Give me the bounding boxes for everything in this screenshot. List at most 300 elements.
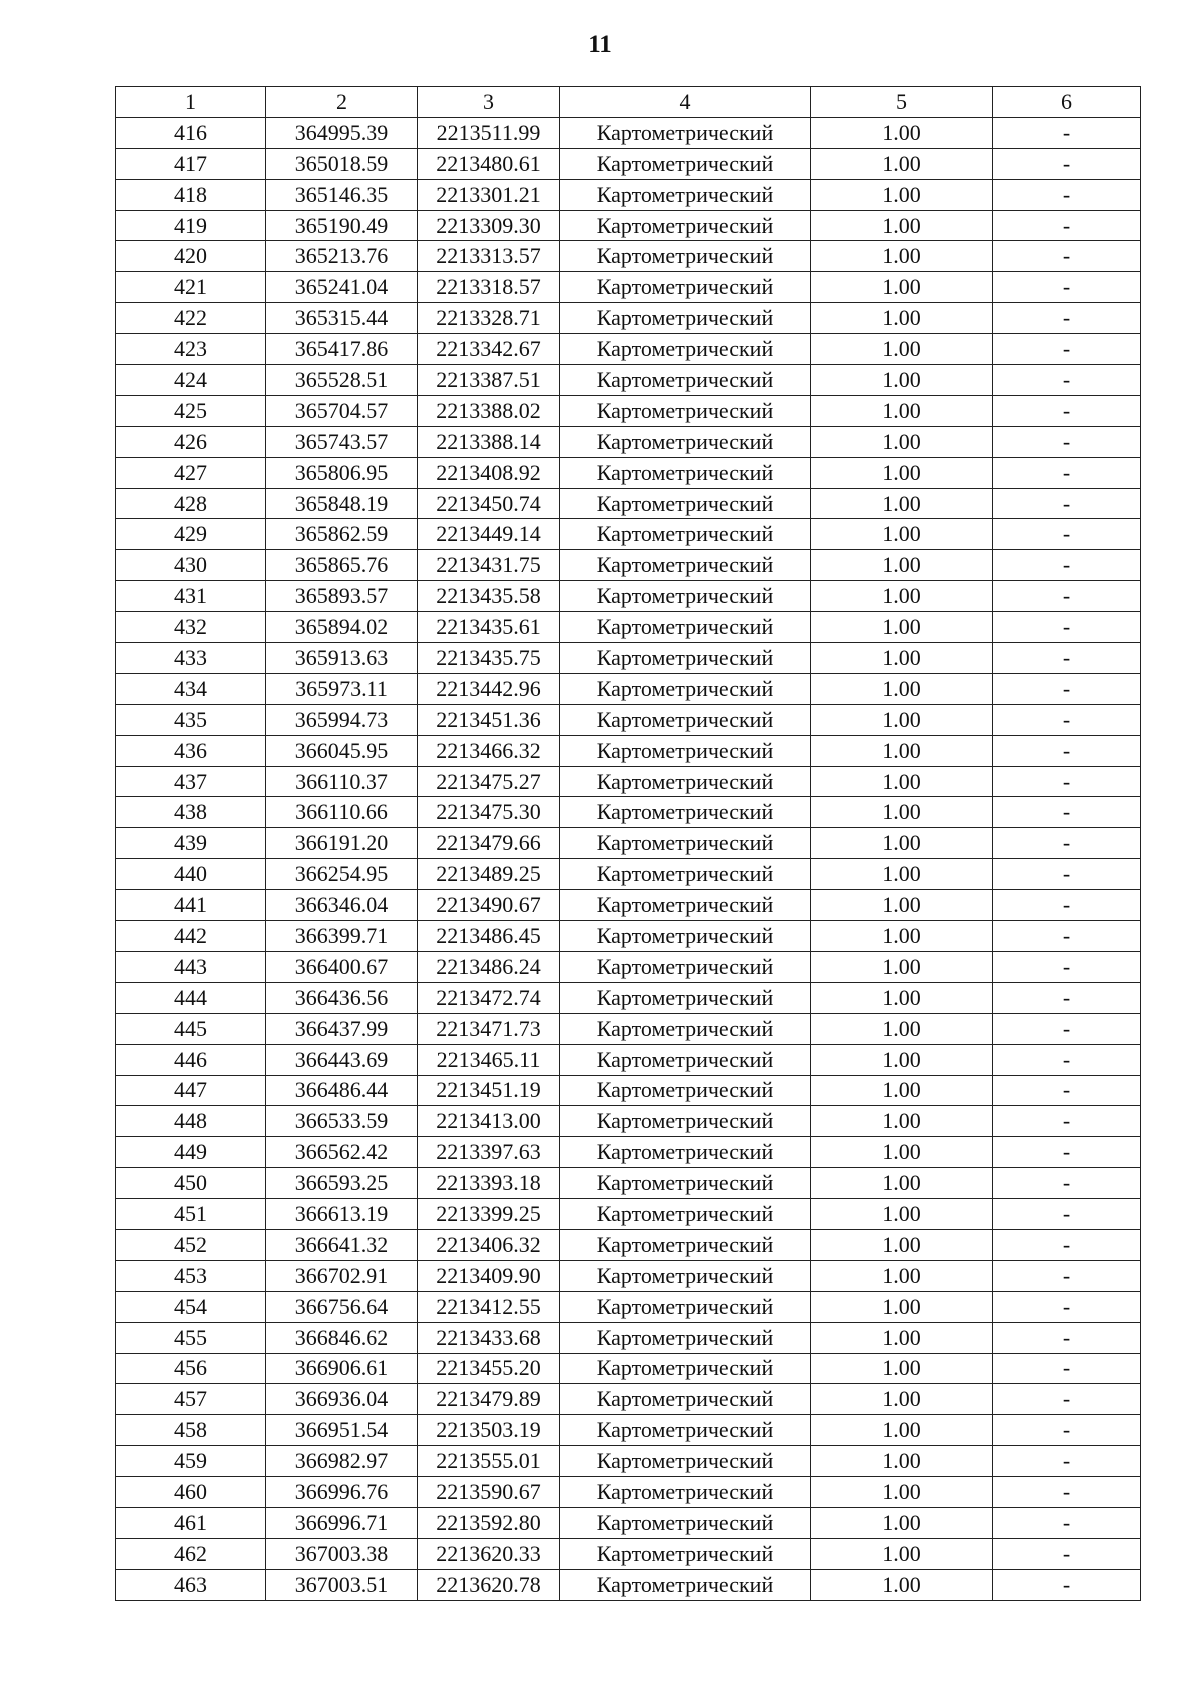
y-coordinate-cell: 2213590.67 [418,1477,560,1508]
description-cell: - [993,643,1141,674]
description-cell: - [993,921,1141,952]
x-coordinate-cell: 366613.19 [266,1199,418,1230]
description-cell: - [993,828,1141,859]
x-coordinate-cell: 366400.67 [266,951,418,982]
method-cell: Картометрический [560,117,811,148]
method-cell: Картометрический [560,951,811,982]
description-cell: - [993,519,1141,550]
method-cell: Картометрический [560,643,811,674]
method-cell: Картометрический [560,1291,811,1322]
point-number-cell: 424 [116,365,266,396]
accuracy-cell: 1.00 [811,1013,993,1044]
x-coordinate-cell: 366593.25 [266,1168,418,1199]
x-coordinate-cell: 366906.61 [266,1353,418,1384]
table-header-row [116,87,1141,118]
x-coordinate-cell: 366399.71 [266,921,418,952]
point-number-cell: 420 [116,241,266,272]
y-coordinate-cell: 2213620.78 [418,1569,560,1600]
method-cell: Картометрический [560,241,811,272]
table-row [116,519,1141,550]
method-cell: Картометрический [560,426,811,457]
y-coordinate-cell: 2213409.90 [418,1260,560,1291]
page-number: 11 [588,31,612,58]
table-row [116,272,1141,303]
point-number-cell: 460 [116,1477,266,1508]
method-cell: Картометрический [560,1199,811,1230]
table-row [116,921,1141,952]
table-row [116,612,1141,643]
table-row [116,766,1141,797]
table-row [116,735,1141,766]
table-row [116,1353,1141,1384]
x-coordinate-cell: 367003.51 [266,1569,418,1600]
accuracy-cell: 1.00 [811,1106,993,1137]
point-number-cell: 432 [116,612,266,643]
y-coordinate-cell: 2213451.19 [418,1075,560,1106]
point-number-cell: 425 [116,395,266,426]
description-cell: - [993,1199,1141,1230]
description-cell: - [993,1168,1141,1199]
x-coordinate-cell: 365018.59 [266,148,418,179]
y-coordinate-cell: 2213511.99 [418,117,560,148]
y-coordinate-cell: 2213393.18 [418,1168,560,1199]
accuracy-cell: 1.00 [811,735,993,766]
table-row [116,550,1141,581]
point-number-cell: 428 [116,488,266,519]
y-coordinate-cell: 2213449.14 [418,519,560,550]
accuracy-cell: 1.00 [811,303,993,334]
method-cell: Картометрический [560,612,811,643]
description-cell: - [993,1538,1141,1569]
method-cell: Картометрический [560,1353,811,1384]
y-coordinate-cell: 2213479.89 [418,1384,560,1415]
point-number-cell: 430 [116,550,266,581]
accuracy-cell: 1.00 [811,828,993,859]
method-cell: Картометрический [560,550,811,581]
point-number-cell: 426 [116,426,266,457]
description-cell: - [993,365,1141,396]
x-coordinate-cell: 366346.04 [266,890,418,921]
point-number-cell: 458 [116,1415,266,1446]
y-coordinate-cell: 2213318.57 [418,272,560,303]
description-cell: - [993,426,1141,457]
point-number-cell: 457 [116,1384,266,1415]
method-cell: Картометрический [560,1477,811,1508]
description-cell: - [993,1415,1141,1446]
description-cell: - [993,1507,1141,1538]
description-cell: - [993,148,1141,179]
method-cell: Картометрический [560,272,811,303]
method-cell: Картометрический [560,1260,811,1291]
description-cell: - [993,890,1141,921]
table-body [116,117,1141,1600]
point-number-cell: 445 [116,1013,266,1044]
table-row [116,457,1141,488]
x-coordinate-cell: 364995.39 [266,117,418,148]
method-cell: Картометрический [560,859,811,890]
table-row [116,1446,1141,1477]
point-number-cell: 451 [116,1199,266,1230]
point-number-cell: 437 [116,766,266,797]
point-number-cell: 442 [116,921,266,952]
x-coordinate-cell: 366254.95 [266,859,418,890]
method-cell: Картометрический [560,148,811,179]
x-coordinate-cell: 366996.71 [266,1507,418,1538]
y-coordinate-cell: 2213486.24 [418,951,560,982]
y-coordinate-cell: 2213479.66 [418,828,560,859]
description-cell: - [993,1353,1141,1384]
accuracy-cell: 1.00 [811,1229,993,1260]
description-cell: - [993,581,1141,612]
point-number-cell: 452 [116,1229,266,1260]
y-coordinate-cell: 2213503.19 [418,1415,560,1446]
y-coordinate-cell: 2213301.21 [418,179,560,210]
x-coordinate-cell: 365241.04 [266,272,418,303]
method-cell: Картометрический [560,982,811,1013]
x-coordinate-cell: 366486.44 [266,1075,418,1106]
y-coordinate-cell: 2213435.58 [418,581,560,612]
accuracy-cell: 1.00 [811,643,993,674]
x-coordinate-cell: 365528.51 [266,365,418,396]
accuracy-cell: 1.00 [811,1199,993,1230]
point-number-cell: 417 [116,148,266,179]
method-cell: Картометрический [560,179,811,210]
x-coordinate-cell: 366996.76 [266,1477,418,1508]
point-number-cell: 427 [116,457,266,488]
table-row [116,797,1141,828]
accuracy-cell: 1.00 [811,488,993,519]
y-coordinate-cell: 2213490.67 [418,890,560,921]
accuracy-cell: 1.00 [811,519,993,550]
accuracy-cell: 1.00 [811,395,993,426]
method-cell: Картометрический [560,1384,811,1415]
point-number-cell: 429 [116,519,266,550]
table-row [116,951,1141,982]
point-number-cell: 441 [116,890,266,921]
description-cell: - [993,334,1141,365]
y-coordinate-cell: 2213388.14 [418,426,560,457]
description-cell: - [993,1322,1141,1353]
table-row [116,704,1141,735]
accuracy-cell: 1.00 [811,921,993,952]
accuracy-cell: 1.00 [811,210,993,241]
point-number-cell: 416 [116,117,266,148]
x-coordinate-cell: 366110.66 [266,797,418,828]
method-cell: Картометрический [560,1415,811,1446]
description-cell: - [993,859,1141,890]
description-cell: - [993,766,1141,797]
table-row [116,426,1141,457]
method-cell: Картометрический [560,1569,811,1600]
table-row [116,1229,1141,1260]
method-cell: Картометрический [560,303,811,334]
y-coordinate-cell: 2213328.71 [418,303,560,334]
table-row [116,1199,1141,1230]
table-row [116,1044,1141,1075]
x-coordinate-cell: 365417.86 [266,334,418,365]
point-number-cell: 418 [116,179,266,210]
description-cell: - [993,673,1141,704]
accuracy-cell: 1.00 [811,1044,993,1075]
method-cell: Картометрический [560,457,811,488]
y-coordinate-cell: 2213475.27 [418,766,560,797]
point-number-cell: 453 [116,1260,266,1291]
x-coordinate-cell: 365190.49 [266,210,418,241]
y-coordinate-cell: 2213313.57 [418,241,560,272]
y-coordinate-cell: 2213408.92 [418,457,560,488]
description-cell: - [993,1013,1141,1044]
accuracy-cell: 1.00 [811,457,993,488]
column-header-4: 4 [560,87,811,118]
table-row [116,148,1141,179]
y-coordinate-cell: 2213475.30 [418,797,560,828]
point-number-cell: 449 [116,1137,266,1168]
x-coordinate-cell: 365994.73 [266,704,418,735]
table-row [116,303,1141,334]
y-coordinate-cell: 2213309.30 [418,210,560,241]
description-cell: - [993,1384,1141,1415]
table-row [116,828,1141,859]
table-row [116,1507,1141,1538]
y-coordinate-cell: 2213486.45 [418,921,560,952]
y-coordinate-cell: 2213406.32 [418,1229,560,1260]
description-cell: - [993,1137,1141,1168]
x-coordinate-cell: 365894.02 [266,612,418,643]
point-number-cell: 443 [116,951,266,982]
description-cell: - [993,179,1141,210]
description-cell: - [993,241,1141,272]
x-coordinate-cell: 365913.63 [266,643,418,674]
x-coordinate-cell: 365862.59 [266,519,418,550]
accuracy-cell: 1.00 [811,1384,993,1415]
y-coordinate-cell: 2213455.20 [418,1353,560,1384]
method-cell: Картометрический [560,1168,811,1199]
accuracy-cell: 1.00 [811,704,993,735]
x-coordinate-cell: 365893.57 [266,581,418,612]
accuracy-cell: 1.00 [811,148,993,179]
point-number-cell: 433 [116,643,266,674]
table-row [116,241,1141,272]
y-coordinate-cell: 2213480.61 [418,148,560,179]
x-coordinate-cell: 366562.42 [266,1137,418,1168]
method-cell: Картометрический [560,797,811,828]
point-number-cell: 421 [116,272,266,303]
accuracy-cell: 1.00 [811,1477,993,1508]
y-coordinate-cell: 2213450.74 [418,488,560,519]
x-coordinate-cell: 366533.59 [266,1106,418,1137]
description-cell: - [993,1075,1141,1106]
x-coordinate-cell: 366702.91 [266,1260,418,1291]
accuracy-cell: 1.00 [811,1446,993,1477]
method-cell: Картометрический [560,921,811,952]
table-row [116,1322,1141,1353]
method-cell: Картометрический [560,766,811,797]
point-number-cell: 440 [116,859,266,890]
accuracy-cell: 1.00 [811,550,993,581]
table-row [116,488,1141,519]
accuracy-cell: 1.00 [811,117,993,148]
point-number-cell: 448 [116,1106,266,1137]
y-coordinate-cell: 2213620.33 [418,1538,560,1569]
description-cell: - [993,457,1141,488]
accuracy-cell: 1.00 [811,982,993,1013]
point-number-cell: 423 [116,334,266,365]
y-coordinate-cell: 2213451.36 [418,704,560,735]
y-coordinate-cell: 2213399.25 [418,1199,560,1230]
method-cell: Картометрический [560,395,811,426]
y-coordinate-cell: 2213397.63 [418,1137,560,1168]
y-coordinate-cell: 2213413.00 [418,1106,560,1137]
x-coordinate-cell: 365848.19 [266,488,418,519]
accuracy-cell: 1.00 [811,951,993,982]
method-cell: Картометрический [560,1075,811,1106]
y-coordinate-cell: 2213555.01 [418,1446,560,1477]
x-coordinate-cell: 366045.95 [266,735,418,766]
description-cell: - [993,117,1141,148]
point-number-cell: 463 [116,1569,266,1600]
accuracy-cell: 1.00 [811,581,993,612]
point-number-cell: 434 [116,673,266,704]
accuracy-cell: 1.00 [811,1507,993,1538]
table-row [116,1291,1141,1322]
accuracy-cell: 1.00 [811,766,993,797]
point-number-cell: 446 [116,1044,266,1075]
table-row [116,1137,1141,1168]
description-cell: - [993,303,1141,334]
y-coordinate-cell: 2213431.75 [418,550,560,581]
method-cell: Картометрический [560,581,811,612]
point-number-cell: 422 [116,303,266,334]
table-row [116,890,1141,921]
point-number-cell: 462 [116,1538,266,1569]
point-number-cell: 459 [116,1446,266,1477]
point-number-cell: 435 [116,704,266,735]
accuracy-cell: 1.00 [811,1075,993,1106]
y-coordinate-cell: 2213442.96 [418,673,560,704]
x-coordinate-cell: 366641.32 [266,1229,418,1260]
x-coordinate-cell: 365743.57 [266,426,418,457]
description-cell: - [993,1044,1141,1075]
accuracy-cell: 1.00 [811,1415,993,1446]
description-cell: - [993,395,1141,426]
point-number-cell: 461 [116,1507,266,1538]
description-cell: - [993,797,1141,828]
point-number-cell: 436 [116,735,266,766]
x-coordinate-cell: 366951.54 [266,1415,418,1446]
point-number-cell: 455 [116,1322,266,1353]
method-cell: Картометрический [560,365,811,396]
method-cell: Картометрический [560,1106,811,1137]
accuracy-cell: 1.00 [811,1291,993,1322]
x-coordinate-cell: 366936.04 [266,1384,418,1415]
description-cell: - [993,1229,1141,1260]
x-coordinate-cell: 367003.38 [266,1538,418,1569]
description-cell: - [993,1446,1141,1477]
accuracy-cell: 1.00 [811,1260,993,1291]
y-coordinate-cell: 2213435.75 [418,643,560,674]
accuracy-cell: 1.00 [811,1569,993,1600]
point-number-cell: 447 [116,1075,266,1106]
y-coordinate-cell: 2213435.61 [418,612,560,643]
accuracy-cell: 1.00 [811,272,993,303]
table-row [116,1569,1141,1600]
table-row [116,1477,1141,1508]
accuracy-cell: 1.00 [811,1538,993,1569]
column-header-3: 3 [418,87,560,118]
y-coordinate-cell: 2213433.68 [418,1322,560,1353]
method-cell: Картометрический [560,1446,811,1477]
y-coordinate-cell: 2213388.02 [418,395,560,426]
method-cell: Картометрический [560,210,811,241]
method-cell: Картометрический [560,735,811,766]
coordinates-table [115,86,1141,1601]
table-row [116,179,1141,210]
table-row [116,1075,1141,1106]
accuracy-cell: 1.00 [811,797,993,828]
table-row [116,365,1141,396]
table-row [116,673,1141,704]
method-cell: Картометрический [560,1044,811,1075]
description-cell: - [993,210,1141,241]
accuracy-cell: 1.00 [811,1168,993,1199]
table-row [116,1538,1141,1569]
table-row [116,581,1141,612]
point-number-cell: 456 [116,1353,266,1384]
x-coordinate-cell: 365973.11 [266,673,418,704]
table-row [116,395,1141,426]
description-cell: - [993,1106,1141,1137]
column-header-2: 2 [266,87,418,118]
method-cell: Картометрический [560,1538,811,1569]
accuracy-cell: 1.00 [811,1137,993,1168]
description-cell: - [993,612,1141,643]
x-coordinate-cell: 365704.57 [266,395,418,426]
x-coordinate-cell: 365806.95 [266,457,418,488]
accuracy-cell: 1.00 [811,426,993,457]
description-cell: - [993,1569,1141,1600]
x-coordinate-cell: 365865.76 [266,550,418,581]
y-coordinate-cell: 2213342.67 [418,334,560,365]
table-row [116,334,1141,365]
description-cell: - [993,1260,1141,1291]
x-coordinate-cell: 366756.64 [266,1291,418,1322]
method-cell: Картометрический [560,334,811,365]
x-coordinate-cell: 366436.56 [266,982,418,1013]
description-cell: - [993,272,1141,303]
accuracy-cell: 1.00 [811,673,993,704]
method-cell: Картометрический [560,673,811,704]
y-coordinate-cell: 2213471.73 [418,1013,560,1044]
description-cell: - [993,550,1141,581]
point-number-cell: 444 [116,982,266,1013]
accuracy-cell: 1.00 [811,859,993,890]
method-cell: Картометрический [560,828,811,859]
table-row [116,643,1141,674]
method-cell: Картометрический [560,519,811,550]
x-coordinate-cell: 366191.20 [266,828,418,859]
method-cell: Картометрический [560,1013,811,1044]
x-coordinate-cell: 366846.62 [266,1322,418,1353]
point-number-cell: 431 [116,581,266,612]
accuracy-cell: 1.00 [811,334,993,365]
description-cell: - [993,951,1141,982]
y-coordinate-cell: 2213466.32 [418,735,560,766]
method-cell: Картометрический [560,488,811,519]
table-row [116,1415,1141,1446]
accuracy-cell: 1.00 [811,365,993,396]
x-coordinate-cell: 366437.99 [266,1013,418,1044]
method-cell: Картометрический [560,1507,811,1538]
